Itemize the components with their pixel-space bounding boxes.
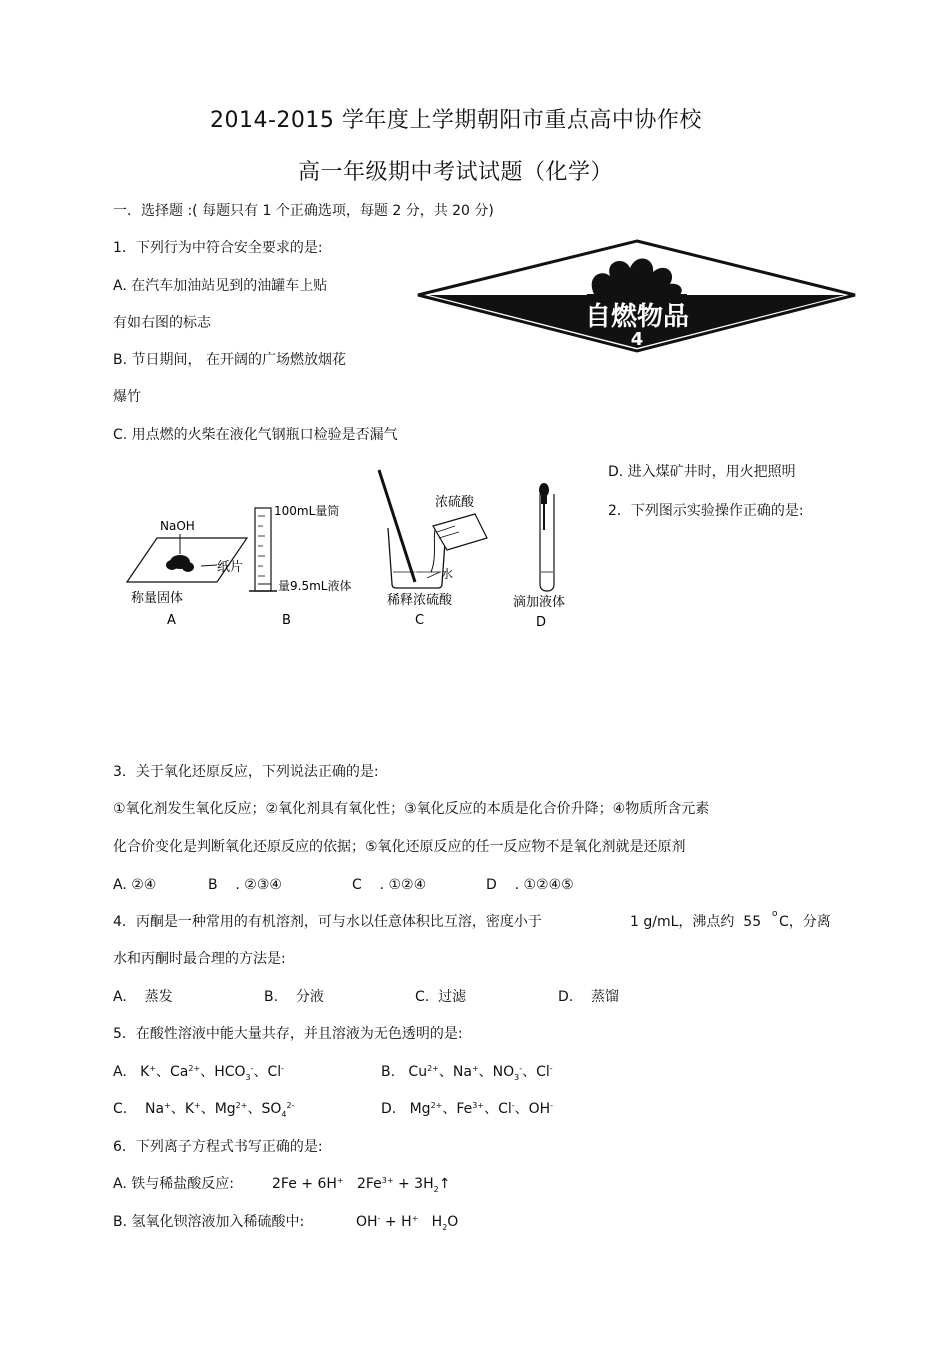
q6-option-b-equation bbox=[356, 1213, 458, 1237]
q5-stem: 5．在酸性溶液中能大量共存，并且溶液为无色透明的是: bbox=[113, 1026, 463, 1042]
ion-charge: + bbox=[471, 1064, 479, 1073]
equation-part: 2Fe + 6H bbox=[272, 1176, 337, 1192]
q4-line1b: 1 g/mL，沸点约 55 bbox=[630, 914, 762, 930]
equation-part: O bbox=[447, 1214, 459, 1230]
q4-line1a: 4．丙酮是一种常用的有机溶剂，可与水以任意体积比互溶，密度小于 bbox=[113, 914, 542, 930]
ion-charge: 2+ bbox=[235, 1101, 248, 1110]
separator: 、 bbox=[478, 1064, 493, 1080]
figure-a bbox=[127, 519, 247, 628]
section-heading: 一．选择题 :( 每题只有 1 个正确选项，每题 2 分，共 20 分) bbox=[113, 203, 494, 219]
separator: 、 bbox=[438, 1064, 453, 1080]
letter-d: D bbox=[536, 615, 547, 630]
q2-stem: 2．下列图示实验操作正确的是: bbox=[608, 503, 804, 519]
ion: Fe bbox=[456, 1101, 473, 1117]
q3-option-b: B . ②③④ bbox=[208, 877, 282, 893]
separator: 、 bbox=[200, 1064, 215, 1080]
ion-charge: + bbox=[149, 1064, 157, 1073]
ion: K bbox=[140, 1064, 150, 1080]
q3-line2: 化合价变化是判断氧化还原反应的依据；⑤氧化还原反应的任一反应物不是氧化剂就是还原剂 bbox=[113, 839, 686, 855]
equation-part: + 3H bbox=[398, 1176, 434, 1192]
q5-d-prefix: D. bbox=[381, 1101, 397, 1117]
figure-d bbox=[513, 483, 565, 630]
sign-number: 4 bbox=[630, 329, 644, 350]
q6-stem: 6．下列离子方程式书写正确的是: bbox=[113, 1139, 323, 1155]
separator: 、 bbox=[514, 1101, 529, 1117]
ion: Cl bbox=[267, 1064, 282, 1080]
q3-stem: 3．关于氧化还原反应，下列说法正确的是: bbox=[113, 764, 379, 780]
equation-part: OH bbox=[356, 1214, 378, 1230]
q6-option-a-equation bbox=[272, 1175, 450, 1199]
ion-charge: 3+ bbox=[381, 1176, 394, 1185]
ion-subscript: 3 bbox=[245, 1072, 251, 1082]
q1-stem: 1．下列行为中符合安全要求的是: bbox=[113, 240, 323, 256]
ion: Na bbox=[145, 1101, 165, 1117]
ion-subscript: 3 bbox=[514, 1072, 520, 1082]
q5-option-c bbox=[113, 1100, 294, 1124]
ion-charge: - bbox=[511, 1101, 515, 1110]
caption-c: 稀释浓硫酸 bbox=[387, 593, 453, 608]
ion: Na bbox=[452, 1064, 472, 1080]
separator: 、 bbox=[156, 1064, 171, 1080]
ion-charge: 2- bbox=[286, 1101, 295, 1110]
equation-part: + H bbox=[384, 1214, 412, 1230]
equation-part: 2Fe bbox=[356, 1176, 382, 1192]
letter-b: B bbox=[282, 613, 291, 628]
title-line-1: 2014-2015 学年度上学期朝阳市重点高中协作校 bbox=[210, 108, 702, 133]
separator: 、 bbox=[484, 1101, 499, 1117]
ion-charge: - bbox=[549, 1064, 553, 1073]
q1-option-a-line1: A. 在汽车加油站见到的油罐车上贴 bbox=[113, 278, 328, 294]
q4-line2: 水和丙酮时最合理的方法是: bbox=[113, 951, 286, 967]
ion-charge: + bbox=[411, 1214, 419, 1223]
separator: 、 bbox=[442, 1101, 457, 1117]
q6-option-a-label: A. 铁与稀盐酸反应: bbox=[113, 1176, 234, 1192]
q3-option-c: C . ①②④ bbox=[352, 877, 427, 893]
ion-subscript: 4 bbox=[281, 1109, 287, 1119]
q5-c-prefix: C. bbox=[113, 1101, 128, 1117]
ion-charge: 2+ bbox=[430, 1101, 443, 1110]
separator: 、 bbox=[170, 1101, 185, 1117]
q4-option-b: B. 分液 bbox=[264, 989, 324, 1005]
ion: Mg bbox=[409, 1101, 431, 1117]
spontaneous-combustion-sign bbox=[415, 238, 860, 354]
q6-option-b-label: B. 氢氧化钡溶液加入稀硫酸中: bbox=[113, 1214, 305, 1230]
q5-option-d bbox=[381, 1100, 553, 1118]
q2-figures bbox=[115, 468, 595, 633]
ion: Cl bbox=[536, 1064, 550, 1080]
ion: NO bbox=[492, 1064, 515, 1080]
q1-option-b-line2: 爆竹 bbox=[113, 389, 141, 405]
q5-b-prefix: B. bbox=[381, 1064, 396, 1080]
ion-charge: 3+ bbox=[472, 1101, 485, 1110]
ion-charge: 2+ bbox=[427, 1064, 439, 1073]
equation-part: ↑ bbox=[438, 1176, 451, 1192]
letter-a: A bbox=[167, 613, 176, 628]
ion-charge: - bbox=[281, 1064, 285, 1073]
q1-option-a-line2: 有如右图的标志 bbox=[113, 315, 211, 331]
caption-d: 滴加液体 bbox=[513, 595, 566, 610]
letter-c: C bbox=[415, 613, 425, 628]
subscript: 2 bbox=[433, 1184, 439, 1194]
ion: Cu bbox=[408, 1064, 428, 1080]
separator: 、 bbox=[522, 1064, 537, 1080]
naoh-label: NaOH bbox=[160, 519, 195, 533]
ion-charge: - bbox=[250, 1064, 254, 1073]
equation-part: H bbox=[431, 1214, 443, 1230]
ion: OH bbox=[528, 1101, 551, 1117]
ion: Cl bbox=[498, 1101, 512, 1117]
ion-charge: - bbox=[377, 1214, 381, 1223]
ion-charge: - bbox=[550, 1101, 554, 1110]
q3-option-a: A. ②④ bbox=[113, 877, 157, 893]
ion: HCO bbox=[214, 1064, 246, 1080]
ion: Ca bbox=[170, 1064, 189, 1080]
q3-line1: ①氧化剂发生氧化反应；②氧化剂具有氧化性；③氧化反应的本质是化合价升降；④物质所含元素 bbox=[113, 801, 710, 817]
q5-option-b bbox=[381, 1063, 553, 1087]
figure-b bbox=[249, 504, 351, 628]
ion-charge: + bbox=[194, 1101, 201, 1110]
q4-degree: o bbox=[772, 909, 778, 919]
ion-charge: 2+ bbox=[188, 1064, 201, 1073]
q3-option-d: D . ①②④⑤ bbox=[486, 877, 574, 893]
q5-option-a bbox=[113, 1063, 284, 1087]
separator: 、 bbox=[247, 1101, 262, 1117]
q1-option-d: D. 进入煤矿井时，用火把照明 bbox=[608, 464, 796, 480]
q4-line1c: C，分离 bbox=[779, 914, 831, 930]
ion-charge: - bbox=[519, 1064, 523, 1073]
cylinder-label: 100mL量筒 bbox=[274, 504, 340, 518]
q4-option-d: D. 蒸馏 bbox=[558, 989, 620, 1005]
title-line-2: 高一年级期中考试试题（化学） bbox=[298, 160, 614, 185]
ion: Mg bbox=[214, 1101, 236, 1117]
water-label: 水 bbox=[441, 567, 454, 581]
ion-charge: + bbox=[336, 1176, 344, 1185]
q5-a-prefix: A. bbox=[113, 1064, 127, 1080]
sign-text: 自燃物品 bbox=[584, 302, 690, 332]
separator: 、 bbox=[253, 1064, 268, 1080]
ion-charge: + bbox=[164, 1101, 171, 1110]
paper-label: 纸片 bbox=[217, 560, 244, 575]
separator: 、 bbox=[200, 1101, 215, 1117]
q1-option-c: C. 用点燃的火柴在液化气钢瓶口检验是否漏气 bbox=[113, 427, 398, 443]
figure-c bbox=[379, 470, 487, 628]
measure-label: 量9.5mL液体 bbox=[278, 579, 352, 593]
ion: K bbox=[184, 1101, 194, 1117]
q1-option-b-line1: B. 节日期间， 在开阔的广场燃放烟花 bbox=[113, 352, 346, 368]
ion: SO bbox=[261, 1101, 282, 1117]
q4-option-c: C. 过滤 bbox=[415, 989, 467, 1005]
caption-a: 称量固体 bbox=[131, 591, 184, 606]
subscript: 2 bbox=[442, 1222, 448, 1232]
q4-option-a: A. 蒸发 bbox=[113, 989, 173, 1005]
acid-label: 浓硫酸 bbox=[435, 495, 475, 510]
